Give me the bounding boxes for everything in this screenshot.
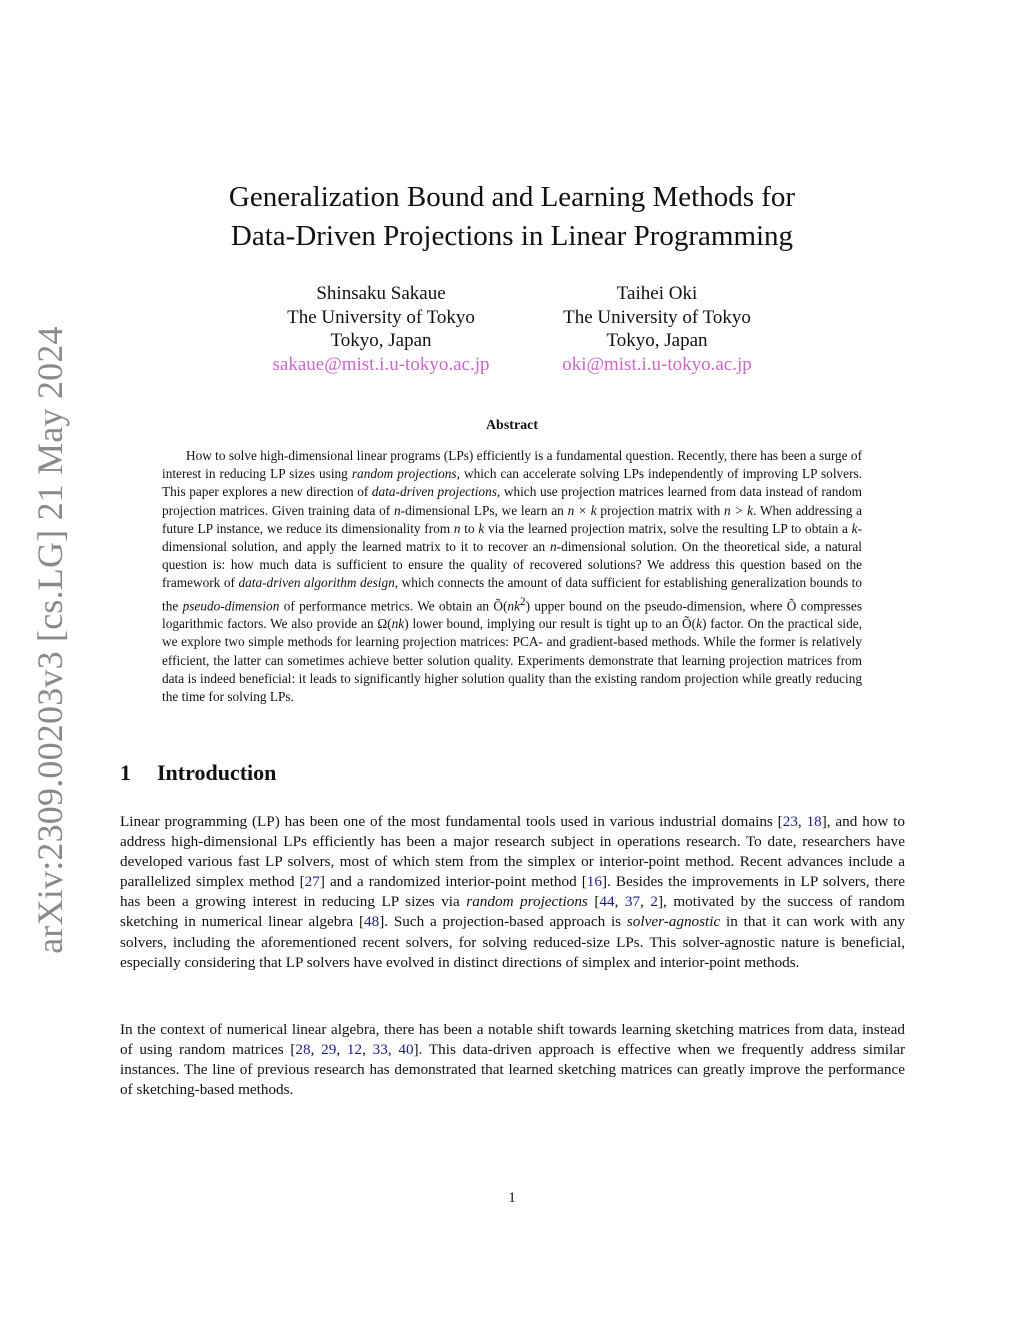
body-text: ,: [310, 1041, 322, 1059]
author-name: Taihei Oki: [616, 283, 698, 304]
citation-link[interactable]: 40: [398, 1041, 414, 1059]
math-symbol: k: [851, 520, 858, 536]
abstract-emphasis: data-driven projections: [371, 484, 497, 500]
abstract-text: to: [460, 520, 479, 536]
section-title: Introduction: [157, 760, 277, 785]
citation-link[interactable]: 48: [364, 913, 380, 931]
math-superscript: 2: [520, 595, 526, 608]
citation-link[interactable]: 44: [599, 893, 615, 911]
abstract-text: ) upper bound on the pseudo-dimension, where Õ compresses logarithmic factors. We also provide an Ω(: [162, 598, 862, 632]
body-emphasis: random projections: [466, 893, 588, 911]
title-line-1: Generalization Bound and Learning Methods for: [228, 181, 796, 213]
citation-link[interactable]: 23: [782, 813, 798, 830]
citation-link[interactable]: 12: [346, 1041, 363, 1059]
page-number: 1: [508, 1190, 516, 1206]
body-text: ,: [797, 813, 807, 830]
body-text: ,: [614, 893, 625, 911]
author-location: Tokyo, Japan: [330, 330, 432, 351]
abstract-text: How to solve high-dimensional linear programs (LPs) efficiently is a fundamental question. Recently, there has been a surge of interest in reducing LP sizes using: [162, 448, 862, 482]
math-symbol: n: [393, 502, 401, 518]
math-symbol: n: [550, 539, 557, 555]
arxiv-stamp: arXiv:2309.00203v3 [cs.LG] 21 May 2024: [30, 326, 70, 954]
body-emphasis: solver-agnostic: [626, 913, 721, 931]
citation-link[interactable]: 37: [624, 893, 641, 911]
body-text: in that it can work with any solvers, including the aforementioned recent solvers, for solving reduced-size LPs. This solver-agnostic nature is beneficial, especially considering that LP solvers have evolved in distinct directions of simplex and interior-point methods.: [120, 913, 905, 971]
math-symbol: k: [478, 520, 485, 536]
body-text: ,: [336, 1041, 347, 1059]
body-text: ,: [640, 893, 651, 911]
body-text: Linear programming (LP) has been one of the most fundamental tools used in various industrial domains [: [120, 813, 783, 830]
body-text: [: [587, 893, 600, 911]
math-symbol: n × k: [567, 502, 597, 518]
citation-link[interactable]: 18: [806, 813, 822, 830]
abstract-emphasis: random projections: [351, 466, 457, 482]
abstract-emphasis: data-driven algorithm design: [238, 575, 395, 591]
abstract-text: , which use projection matrices learned from data instead of random projection matrices. Given training data of: [162, 484, 863, 518]
section-number: 1: [120, 760, 131, 785]
body-text: ]. This data-driven approach is effective when we frequently address similar instances. The line of previous research has demonstrated that learned sketching matrices can greatly improve the performance of sketching-based methods.: [120, 1041, 906, 1099]
abstract-text: projection matrix with: [596, 502, 725, 518]
math-symbol: nk: [507, 598, 521, 614]
abstract-text: . When addressing a future LP instance, we reduce its dimensionality from: [162, 502, 863, 536]
intro-paragraph-2: [120, 1020, 905, 1100]
body-text: ,: [362, 1041, 373, 1059]
citation-link[interactable]: 16: [586, 873, 602, 891]
abstract-emphasis: pseudo-dimension: [182, 598, 280, 614]
abstract-text: of performance metrics. We obtain an Õ(: [279, 598, 508, 614]
body-text: ]. Such a projection-based approach is: [379, 913, 627, 931]
author-affiliation: The University of Tokyo: [287, 306, 475, 328]
citation-link[interactable]: 27: [304, 873, 320, 891]
abstract-text: via the learned projection matrix, solve the resulting LP to obtain a: [484, 520, 852, 536]
body-text: ,: [387, 1041, 399, 1059]
abstract-text: , which can accelerate solving LPs independently of improving LP solvers. This paper explores a new direction of: [162, 466, 862, 500]
abstract-body: [162, 447, 862, 706]
abstract-text: -dimensional solution, and apply the learned matrix to it to recover an: [162, 520, 863, 555]
author-block-1: [241, 282, 521, 376]
author-email-link[interactable]: oki@mist.i.u-tokyo.ac.jp: [562, 353, 752, 375]
body-text: ] and a randomized interior-point method [: [319, 873, 587, 891]
citation-link[interactable]: 2: [650, 893, 658, 911]
body-text: ], motivated by the success of random sketching in numerical linear algebra [: [120, 893, 905, 931]
body-text: In the context of numerical linear algebra, there has been a notable shift towards learning sketching matrices from data, instead of using random matrices [: [120, 1021, 905, 1059]
math-symbol: n > k: [724, 502, 754, 518]
abstract-text: , which connects the amount of data sufficient for establishing generalization bounds to the: [162, 575, 862, 614]
citation-link[interactable]: 29: [321, 1041, 337, 1059]
abstract-text: -dimensional solution. On the theoretical side, a natural question is: how much data is sufficient to ensure the quality of recovered solutions? We address this question based on the framework of: [162, 539, 862, 591]
section-heading: [120, 760, 276, 786]
body-text: ]. Besides the improvements in LP solvers, there has been a growing interest in reducing LP sizes via: [120, 873, 905, 911]
author-email-link[interactable]: sakaue@mist.i.u-tokyo.ac.jp: [272, 353, 490, 375]
math-symbol: n: [453, 520, 461, 536]
math-symbol: nk: [391, 616, 405, 632]
title-line-2: Data-Driven Projections in Linear Programming: [230, 220, 794, 252]
citation-link[interactable]: 28: [295, 1041, 311, 1059]
body-text: ], and how to address high-dimensional LPs efficiently has been a major research subject in operations research. To date, researchers have developed various fast LP solvers, most of which stem from the simplex or interior-point method. Recent advances include a parallelized simplex method [: [120, 813, 905, 891]
abstract-text: ) lower bound, implying our result is tight up to an Õ(: [404, 616, 697, 632]
author-location: Tokyo, Japan: [606, 330, 708, 351]
intro-paragraph-1: [120, 812, 905, 973]
abstract-text: ) factor. On the practical side, we explore two simple methods for learning projection matrices: PCA- and gradient-based methods. While the former is relatively efficient, the latter can sometimes achieve better solution quality. Experiments demonstrate that learning projection matrices from data is indeed beneficial: it leads to significantly higher solution quality than the existing random projection while greatly reducing the time for solving LPs.: [162, 616, 862, 705]
math-symbol: k: [696, 616, 702, 632]
paper-title: [0, 178, 1024, 256]
author-name: Shinsaku Sakaue: [316, 283, 446, 304]
citation-link[interactable]: 33: [372, 1041, 388, 1059]
abstract-text: -dimensional LPs, we learn an: [400, 502, 568, 518]
abstract-heading: Abstract: [485, 418, 539, 433]
author-affiliation: The University of Tokyo: [563, 306, 751, 328]
author-block-2: [517, 282, 797, 376]
